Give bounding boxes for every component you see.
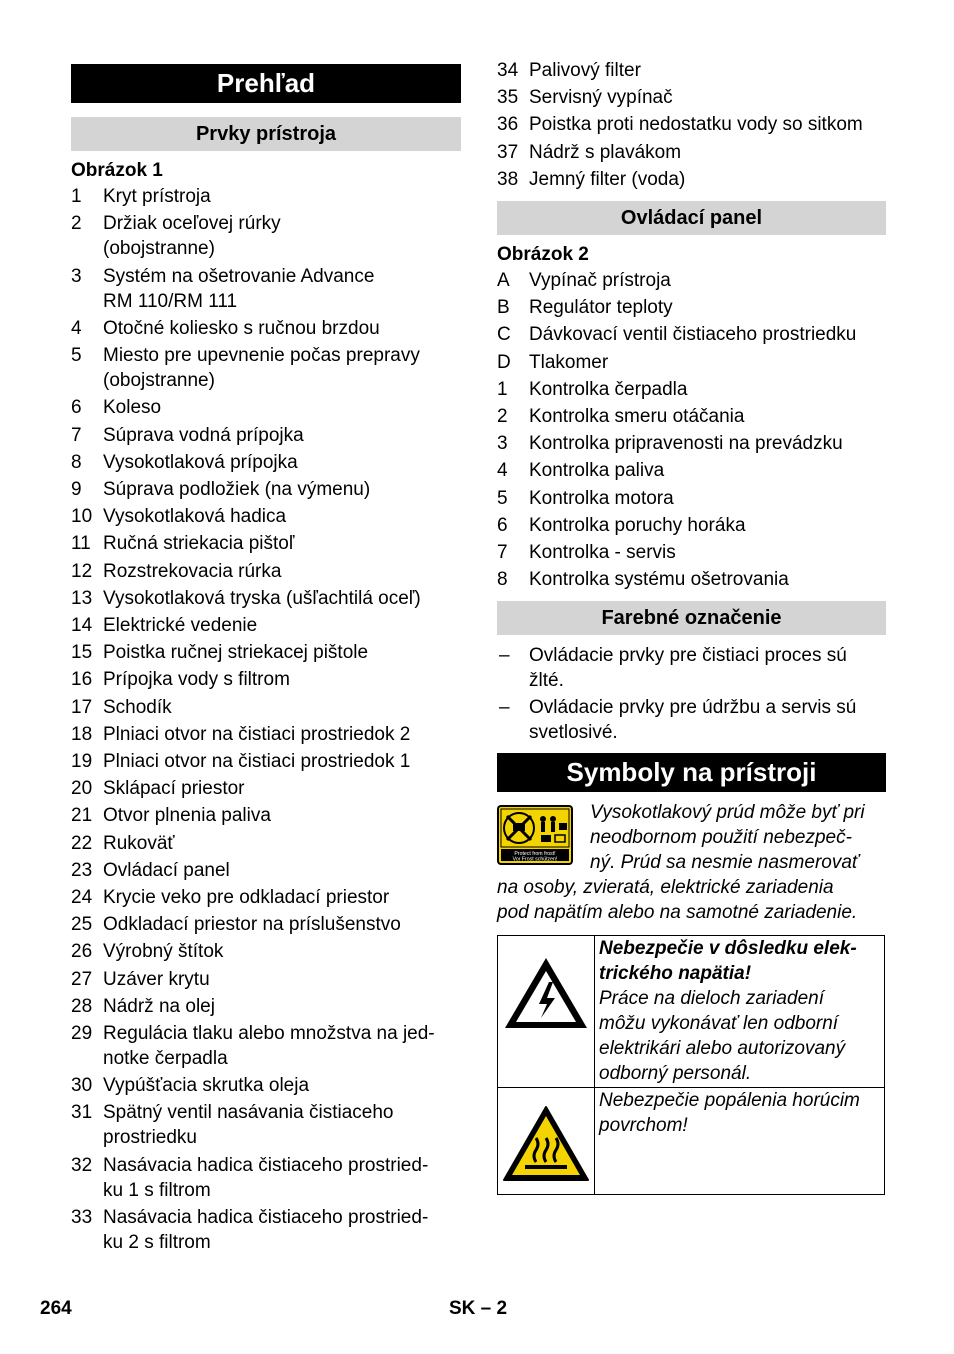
list-item-text: Miesto pre upevnenie počas prepravy	[103, 345, 420, 366]
list-item	[71, 722, 461, 747]
list-item	[71, 477, 461, 502]
frost-label-en: Protect from frost!	[514, 851, 556, 857]
list-item	[71, 1073, 461, 1098]
list-item-number: 33	[71, 1207, 93, 1228]
list-item	[71, 1021, 461, 1071]
list-item	[71, 423, 461, 448]
list-item-text: Rozstrekovacia rúrka	[103, 560, 282, 582]
list-item-text-cont: RM 110/RM 111	[103, 290, 238, 312]
list-item-text: Ovládacie prvky pre čistiaci proces sú	[529, 645, 847, 666]
list-item-number: 36	[497, 114, 519, 136]
list-item-text: Súprava vodná prípojka	[103, 424, 304, 446]
list-item-text: Regulácia tlaku alebo množstva na jed-	[103, 1022, 435, 1044]
list-item	[71, 749, 461, 774]
chapter-title-overview: Prehľad	[71, 64, 461, 103]
list-item-number: 24	[71, 886, 93, 908]
list-item-text: Palivový filter	[529, 60, 641, 81]
list-item	[71, 343, 461, 393]
list-item-text: Vypínač prístroja	[529, 270, 671, 291]
safety-symbols-table	[497, 935, 885, 1195]
list-item-number: 27	[71, 968, 93, 990]
list-item	[71, 640, 461, 665]
electric-warning-title-2: trického napätia!	[599, 963, 752, 984]
list-item-text: Kontrolka čerpadla	[529, 378, 688, 400]
list-item-text-cont: ku 1 s filtrom	[103, 1179, 211, 1201]
list-item	[71, 912, 461, 937]
list-item-text: Vysokotlaková tryska (ušľachtilá oceľ)	[103, 587, 421, 609]
list-item	[497, 268, 886, 293]
list-item	[497, 540, 886, 565]
list-item	[71, 1205, 461, 1255]
list-item	[497, 458, 886, 483]
list-item-text: Vysokotlaková hadica	[103, 506, 287, 528]
list-item-number: 22	[71, 832, 93, 854]
list-item-number: 23	[71, 859, 93, 881]
list-item-number: D	[497, 351, 511, 373]
list-item-text: Kontrolka paliva	[529, 460, 665, 482]
list-item-number: 25	[71, 914, 93, 936]
list-item-text: Regulátor teploty	[529, 297, 673, 319]
list-item	[497, 377, 886, 402]
list-item	[497, 140, 886, 165]
list-item	[497, 431, 886, 456]
list-item	[497, 112, 886, 137]
list-item	[71, 776, 461, 801]
list-item	[497, 58, 886, 83]
list-item-text: Nádrž na olej	[103, 995, 215, 1017]
list-item	[497, 513, 886, 538]
list-item	[497, 567, 886, 592]
list-item-text: Ovládacie prvky pre údržbu a servis sú	[529, 697, 857, 719]
list-item-number: 12	[71, 560, 93, 582]
list-item	[497, 695, 886, 745]
list-item-text: Plniaci otvor na čistiaci prostriedok 1	[103, 750, 411, 772]
section-color-coding: Farebné označenie	[497, 601, 886, 635]
list-item-text: Spätný ventil nasávania čistiaceho	[103, 1102, 394, 1124]
list-item-number: 30	[71, 1075, 93, 1097]
list-item-text: Kontrolka motora	[529, 487, 674, 509]
list-item-number: 20	[71, 778, 93, 800]
table-row: Nebezpečie v dôsledku elek- trického napätia! Práce na dieloch zariadení môžu vykonávať len odborní elektrikári alebo autorizovaný odborný personál.	[498, 936, 885, 1088]
list-item-number: 2	[497, 406, 508, 427]
list-item-text: Držiak oceľovej rúrky	[103, 213, 281, 235]
list-item-text: Poistka ručnej striekacej pištole	[103, 642, 369, 664]
list-item-text: Krycie veko pre odkladací priestor	[103, 886, 390, 908]
list-item-text-cont: (obojstranne)	[103, 370, 215, 391]
list-item-number: 6	[71, 397, 82, 419]
list-item-text: Ovládací panel	[103, 859, 230, 881]
list-item	[71, 613, 461, 638]
list-item	[71, 967, 461, 992]
section-device-elements: Prvky prístroja	[71, 117, 461, 151]
list-item-number: 10	[71, 506, 93, 528]
list-item-number: 18	[71, 723, 93, 745]
list-item	[71, 939, 461, 964]
list-item-number: 8	[497, 569, 508, 591]
list-item-number: C	[497, 324, 511, 346]
list-item-text: Kontrolka smeru otáčania	[529, 406, 745, 427]
list-item-text: Kontrolka pripravenosti na prevádzku	[529, 433, 843, 455]
list-item-number: 13	[71, 587, 93, 609]
list-item-number: 4	[497, 460, 508, 482]
burn-warning-1: Nebezpečie popálenia horúcim	[599, 1090, 860, 1111]
list-item	[71, 211, 461, 261]
list-item	[71, 1100, 461, 1150]
list-item	[71, 803, 461, 828]
list-item-number: 17	[71, 696, 93, 718]
list-item-number: 14	[71, 614, 93, 636]
list-item	[497, 643, 886, 693]
list-item-text: Systém na ošetrovanie Advance	[103, 265, 375, 287]
list-item-number: 9	[71, 478, 82, 500]
list-item	[71, 586, 461, 611]
list-item-text: Nádrž s plavákom	[529, 141, 682, 163]
list-item-number: 5	[497, 487, 508, 509]
list-item-number: 37	[497, 141, 519, 163]
list-item-text: Elektrické vedenie	[103, 614, 258, 636]
list-item-number: 32	[71, 1154, 93, 1176]
list-item-number: 21	[71, 805, 93, 827]
list-item-text: Jemný filter (voda)	[529, 168, 686, 190]
list-item-text: Nasávacia hadica čistiaceho prostried-	[103, 1154, 429, 1176]
list-item-text: Rukoväť	[103, 832, 175, 854]
list-item	[71, 316, 461, 341]
list-item-number: 1	[497, 378, 508, 400]
figure-1-label: Obrázok 1	[71, 160, 163, 181]
list-item-text: Sklápací priestor	[103, 778, 245, 800]
list-item-text: Plniaci otvor na čistiaci prostriedok 2	[103, 723, 411, 745]
list-item-number: 28	[71, 995, 93, 1017]
list-item	[71, 858, 461, 883]
list-item-text: Kontrolka poruchy horáka	[529, 514, 746, 536]
list-item-text: Otočné koliesko s ručnou brzdou	[103, 317, 380, 339]
list-item	[497, 85, 886, 110]
list-item-number: 19	[71, 750, 93, 772]
list-item-number: 5	[71, 345, 82, 366]
list-item-text: Servisný vypínač	[529, 87, 673, 109]
list-item-text: Výrobný štítok	[103, 941, 224, 963]
list-item-number: 15	[71, 642, 93, 664]
list-item-text: Uzáver krytu	[103, 968, 210, 990]
frost-label-de: Vor Frost schützen!	[512, 856, 558, 863]
list-item-text: Ručná striekacia pištoľ	[103, 533, 295, 555]
list-item	[497, 404, 886, 429]
list-item-text: Odkladací priestor na príslušenstvo	[103, 914, 401, 936]
list-item-number: 7	[71, 424, 82, 446]
electric-warning-title-1: Nebezpečie v dôsledku elek-	[599, 938, 857, 959]
hot-surface-warning-icon	[501, 1104, 591, 1186]
list-item	[71, 831, 461, 856]
high-pressure-warning-text: Vysokotlakový prúd môže byť pri neodbornom použití nebezpeč- ný. Prúd sa nesmie nasmerovať na osoby, zvieratá, elektrické zariadenia pod napätím alebo na samotné zariadenie.	[497, 802, 865, 923]
list-item-text: Súprava podložiek (na výmenu)	[103, 478, 371, 500]
list-item	[71, 504, 461, 529]
list-item-number: 6	[497, 514, 508, 536]
list-item-text: Kontrolka systému ošetrovania	[529, 569, 789, 591]
list-item-number: B	[497, 297, 510, 319]
list-item-number: 11	[71, 533, 91, 555]
list-item-text: Kryt prístroja	[103, 186, 211, 207]
list-item-text-cont: prostriedku	[103, 1127, 197, 1149]
list-item-text: Poistka proti nedostatku vody so sitkom	[529, 114, 863, 136]
list-item-number: –	[499, 697, 510, 719]
figure-2-label: Obrázok 2	[497, 244, 589, 265]
list-item	[71, 885, 461, 910]
list-item-text: Koleso	[103, 397, 162, 419]
list-item-number: 16	[71, 669, 93, 691]
list-item	[497, 350, 886, 375]
list-item	[71, 695, 461, 720]
list-item-number: 1	[71, 186, 82, 207]
list-item-text: Otvor plnenia paliva	[103, 805, 271, 827]
list-item	[497, 486, 886, 511]
list-item-text-cont: (obojstranne)	[103, 238, 215, 260]
list-item	[71, 184, 461, 209]
list-item-text-cont: notke čerpadla	[103, 1047, 228, 1069]
list-item-number: 26	[71, 941, 93, 963]
list-item-number: 38	[497, 168, 519, 190]
electric-shock-warning-icon	[501, 954, 591, 1034]
list-item	[71, 994, 461, 1019]
list-item-text-cont: žlté.	[529, 670, 564, 691]
list-item-number: 35	[497, 87, 519, 109]
section-control-panel: Ovládací panel	[497, 201, 886, 235]
chapter-title-symbols: Symboly na prístroji	[497, 753, 886, 792]
list-item	[71, 667, 461, 692]
list-item-text-cont: svetlosivé.	[529, 722, 618, 744]
list-item-text: Dávkovací ventil čistiaceho prostriedku	[529, 324, 857, 346]
list-item	[71, 395, 461, 420]
list-item-text: Kontrolka - servis	[529, 542, 676, 563]
list-item-text: Nasávacia hadica čistiaceho prostried-	[103, 1207, 429, 1228]
list-item-number: 34	[497, 60, 519, 81]
list-item-text-cont: ku 2 s filtrom	[103, 1232, 211, 1253]
list-item	[71, 264, 461, 314]
list-item-number: 4	[71, 317, 82, 339]
list-item-text: Prípojka vody s filtrom	[103, 669, 290, 691]
list-item-number: 29	[71, 1022, 93, 1044]
language-page-indicator: SK – 2	[449, 1298, 508, 1319]
list-item	[497, 295, 886, 320]
list-item-number: 2	[71, 213, 82, 235]
list-item-text: Vypúšťacia skrutka oleja	[103, 1075, 310, 1097]
list-item-text: Schodík	[103, 696, 172, 718]
list-item-number: –	[499, 645, 510, 666]
table-row	[498, 1088, 885, 1195]
list-item	[497, 167, 886, 192]
list-item	[71, 559, 461, 584]
list-item	[497, 322, 886, 347]
list-item-text: Vysokotlaková prípojka	[103, 451, 298, 473]
list-item-number: 3	[497, 433, 508, 455]
burn-warning-2: povrchom!	[599, 1115, 688, 1136]
list-item	[71, 450, 461, 475]
list-item	[71, 531, 461, 556]
list-item	[71, 1153, 461, 1203]
list-item-number: 7	[497, 542, 508, 563]
list-item-number: 3	[71, 265, 82, 287]
page-number: 264	[40, 1298, 72, 1319]
list-item-text: Tlakomer	[529, 351, 609, 373]
list-item-number: A	[497, 270, 510, 291]
list-item-number: 31	[71, 1102, 93, 1124]
list-item-number: 8	[71, 451, 82, 473]
